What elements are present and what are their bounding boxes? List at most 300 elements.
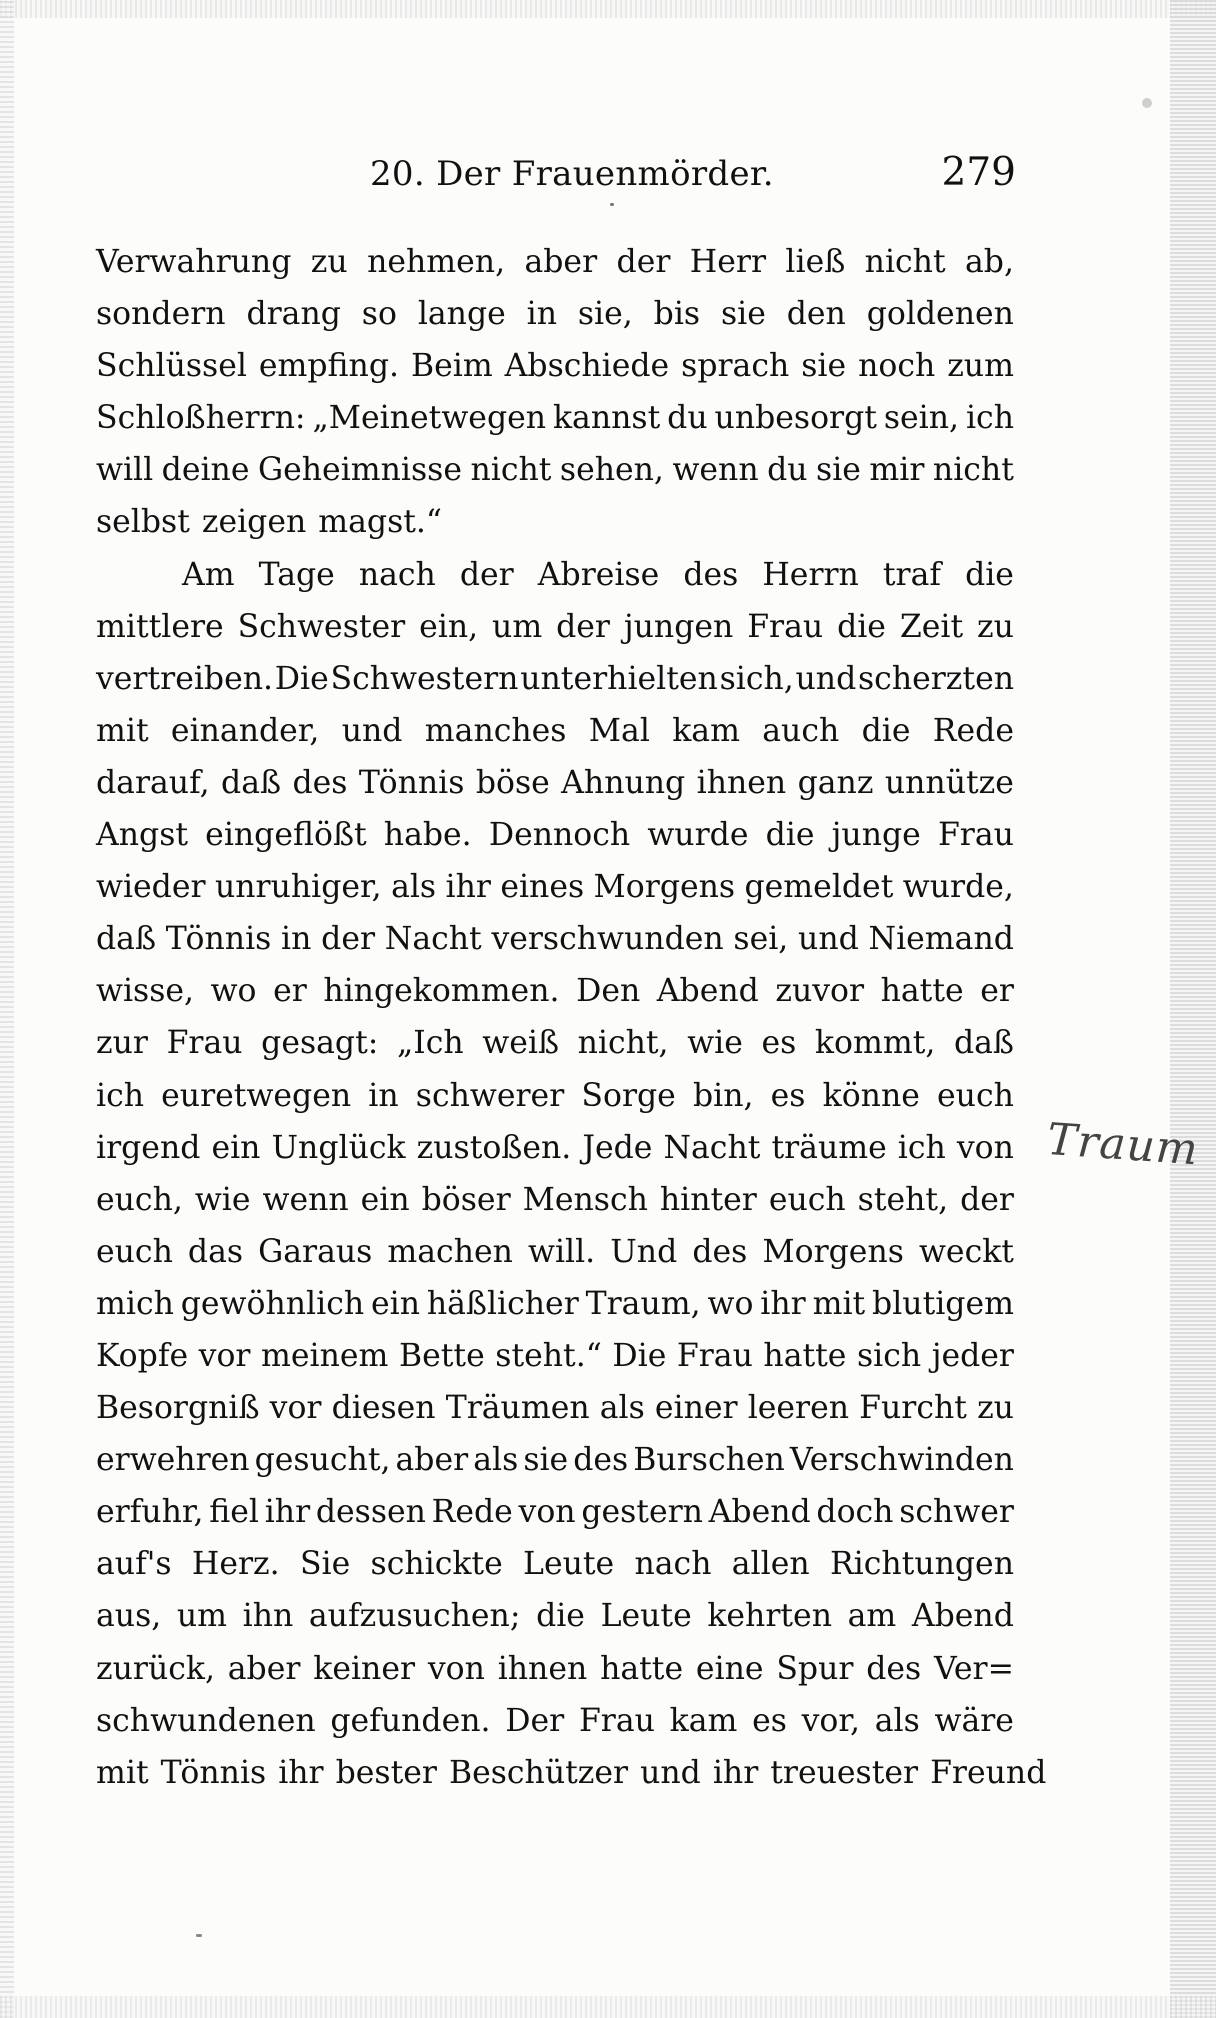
word: Geheimnisse <box>257 452 462 489</box>
word: sein, <box>883 400 960 437</box>
word: des <box>692 1233 748 1270</box>
text-line <box>96 861 1014 913</box>
word: Angst <box>96 817 189 854</box>
word: Schwester <box>237 608 406 645</box>
text-line <box>96 288 1014 340</box>
word: ihr <box>445 869 491 906</box>
word: ihr <box>278 1754 324 1791</box>
word: ein <box>360 1181 410 1218</box>
word: wenn <box>262 1181 349 1218</box>
word: in <box>526 296 558 333</box>
word: blutigem <box>872 1285 1014 1322</box>
word: steht.“ <box>495 1337 602 1374</box>
word: mir <box>869 452 925 489</box>
word: es <box>770 1077 806 1114</box>
word: irgend <box>96 1129 201 1166</box>
word: zur <box>96 1025 148 1062</box>
text-line <box>96 809 1014 861</box>
text-line <box>96 549 1014 601</box>
word: daß <box>221 764 282 801</box>
word: Traum, <box>585 1285 701 1322</box>
word: schwundenen <box>96 1702 316 1739</box>
word: erwehren <box>96 1442 250 1479</box>
word: einander, <box>170 712 320 749</box>
word: Morgens <box>593 869 736 906</box>
word: weiß <box>482 1025 559 1062</box>
text-line <box>96 340 1014 392</box>
word: ließ <box>785 244 846 280</box>
word: will. <box>527 1233 596 1270</box>
word: keiner <box>313 1650 416 1687</box>
text-line <box>96 1695 1014 1747</box>
word: am <box>847 1598 897 1635</box>
text-line <box>96 1486 1014 1538</box>
word: „Ich <box>396 1025 464 1062</box>
word: Nacht <box>384 921 482 958</box>
word: nach <box>358 556 436 593</box>
word: vertreiben. <box>96 660 274 697</box>
text-line <box>96 653 1014 705</box>
word: gesagt: <box>261 1025 379 1062</box>
word: du <box>667 400 708 437</box>
word: häßlicher <box>426 1285 579 1322</box>
word: ihn <box>242 1598 294 1635</box>
text-line <box>96 913 1014 965</box>
word: ihr <box>712 1754 759 1791</box>
word: Ahnung <box>561 764 686 801</box>
text-line <box>96 1278 1014 1330</box>
word: gestern <box>581 1494 703 1531</box>
word: Freund <box>930 1754 1047 1791</box>
word: die <box>837 608 886 645</box>
word: die <box>965 556 1014 593</box>
word: selbst <box>96 504 190 541</box>
word: eine <box>695 1650 764 1687</box>
word: wurde, <box>902 869 1014 906</box>
paper-spot <box>1142 98 1152 108</box>
word: als <box>473 1442 519 1479</box>
word: euch, <box>96 1181 183 1218</box>
word: sei, <box>733 921 789 958</box>
word: Rede <box>932 712 1014 749</box>
text-line <box>96 965 1014 1017</box>
word: er <box>273 973 307 1010</box>
word: Abend <box>911 1598 1014 1635</box>
word: und <box>798 921 859 958</box>
word: weckt <box>918 1233 1014 1270</box>
word: Träumen <box>445 1390 590 1427</box>
text-line <box>96 601 1014 653</box>
word: magst.“ <box>318 504 443 541</box>
word: als <box>599 1390 645 1427</box>
word: kannst <box>552 400 661 437</box>
word: schickte <box>370 1546 503 1583</box>
word: ganz <box>797 764 874 801</box>
word: schwerer <box>415 1077 565 1114</box>
word: schwer <box>899 1494 1014 1531</box>
word: sie, <box>577 296 633 333</box>
word: Schlüssel <box>96 348 247 385</box>
word: darauf, <box>96 764 210 801</box>
word: den <box>786 296 846 333</box>
word: der <box>616 244 671 280</box>
word: nach <box>634 1546 712 1583</box>
word: Mal <box>588 712 650 749</box>
chapter-title: 20. Der Frauenmörder. <box>370 154 774 194</box>
word: Sorge <box>581 1077 676 1114</box>
word: Zeit <box>899 608 964 645</box>
word: daß <box>953 1025 1014 1062</box>
word: ein <box>211 1129 261 1166</box>
word: Tönnis <box>165 921 272 958</box>
word: doch <box>816 1494 894 1531</box>
word: böser <box>421 1181 511 1218</box>
word: ab, <box>965 244 1014 280</box>
word: habe. <box>383 817 472 854</box>
word: euch <box>96 1233 173 1270</box>
word: bis <box>653 296 701 333</box>
word: die <box>861 712 911 749</box>
word: des <box>683 556 739 593</box>
word: Furcht <box>859 1390 967 1427</box>
word: er <box>980 973 1014 1010</box>
word: sehen, <box>559 452 664 489</box>
word: sich <box>857 1337 922 1374</box>
word: hingekommen. <box>323 973 560 1010</box>
word: Abend <box>708 1494 811 1531</box>
word: unnütze <box>884 764 1014 801</box>
word: das <box>187 1233 244 1270</box>
word: mich <box>96 1285 174 1322</box>
word: sondern <box>96 296 226 333</box>
ink-speck <box>610 203 614 206</box>
word: es <box>761 1025 797 1062</box>
body-text <box>96 236 1047 1799</box>
word: vor <box>198 1337 251 1374</box>
word: als <box>391 869 437 906</box>
word: bester <box>335 1754 437 1791</box>
word: empfing. <box>258 348 400 385</box>
word: kam <box>669 1702 738 1739</box>
word: gemeldet <box>744 869 894 906</box>
word: sich, <box>719 660 794 697</box>
word: der <box>960 1181 1014 1218</box>
word: Verschwinden <box>789 1442 1014 1479</box>
word: mit <box>96 712 149 749</box>
word: Garaus <box>258 1233 373 1270</box>
word: es <box>752 1702 787 1739</box>
word: der <box>459 556 514 593</box>
word: auf's <box>96 1546 172 1583</box>
word: die <box>536 1598 585 1635</box>
word: gefunden. <box>330 1702 491 1739</box>
word: von <box>956 1129 1014 1166</box>
word: zeigen <box>201 504 307 541</box>
word: „Meinetwegen <box>312 400 547 437</box>
word: mittlere <box>96 608 224 645</box>
text-line <box>96 1174 1014 1226</box>
word: noch <box>858 348 936 385</box>
word: ein, <box>419 608 479 645</box>
word: Beim <box>410 348 493 385</box>
word: Beschützer <box>448 1754 629 1791</box>
word: des <box>866 1650 922 1687</box>
word: Frau <box>578 1702 655 1739</box>
word: Schloßherrn: <box>96 400 306 437</box>
word: Unglück <box>271 1129 406 1166</box>
word: böse <box>475 764 550 801</box>
text-line <box>96 1643 1014 1695</box>
word: Tönnis <box>358 764 465 801</box>
word: gesucht, <box>254 1442 391 1479</box>
word: zuvor <box>775 973 865 1010</box>
word: allen <box>731 1546 810 1583</box>
word: diesen <box>331 1390 436 1427</box>
text-line <box>96 1122 1014 1174</box>
text-line <box>96 1226 1014 1278</box>
word: ein <box>370 1285 420 1322</box>
word: scherzten <box>858 660 1014 697</box>
word: des <box>292 764 348 801</box>
word: Frau <box>676 1337 753 1374</box>
word: nicht <box>932 452 1014 489</box>
word: will <box>96 452 154 489</box>
word: Besorgniß <box>96 1390 260 1427</box>
word: um <box>492 608 543 645</box>
word: Frau <box>747 608 824 645</box>
word: kam <box>672 712 740 749</box>
word: unruhiger, <box>214 869 382 906</box>
scan-edge-right <box>1170 0 1216 2018</box>
word: Der <box>505 1702 565 1739</box>
word: traf <box>882 556 942 593</box>
word: Morgens <box>762 1233 904 1270</box>
word: die <box>765 817 815 854</box>
text-line <box>96 1330 1014 1382</box>
word: Kopfe <box>96 1337 189 1374</box>
word: aufzusuchen; <box>308 1598 521 1635</box>
word: und <box>341 712 403 749</box>
word: Tage <box>258 556 335 593</box>
word: euretwegen <box>161 1077 352 1114</box>
word: Sie <box>299 1546 351 1583</box>
word: ihr <box>760 1285 806 1322</box>
word: sie <box>801 348 847 385</box>
word: eingeflößt <box>205 817 367 854</box>
word: Dennoch <box>488 817 631 854</box>
scan-edge-left <box>0 0 14 2018</box>
word: Die <box>612 1337 667 1374</box>
word: Leute <box>523 1546 615 1583</box>
word: mit <box>812 1285 866 1322</box>
word: wäre <box>934 1702 1014 1739</box>
word: Burschen <box>633 1442 785 1479</box>
word: aber <box>227 1650 301 1687</box>
word: kehrten <box>707 1598 832 1635</box>
word: wieder <box>96 869 206 906</box>
word: nicht <box>470 452 552 489</box>
word: Tönnis <box>160 1754 267 1791</box>
text-line <box>96 1747 1047 1799</box>
word: treuester <box>770 1754 919 1791</box>
word: eines <box>500 869 585 906</box>
word: aus, <box>96 1598 162 1635</box>
word: hatte <box>880 973 964 1010</box>
word: erfuhr, <box>96 1494 204 1531</box>
text-line <box>96 1538 1014 1590</box>
word: träume <box>771 1129 887 1166</box>
word: so <box>361 296 397 333</box>
handwritten-margin-note: Traum <box>1045 1114 1201 1176</box>
word: ich <box>897 1129 946 1166</box>
word: mit <box>96 1754 149 1791</box>
word: wisse, <box>96 973 195 1010</box>
word: ihnen <box>497 1650 588 1687</box>
word: Herz. <box>191 1546 280 1583</box>
word: sprach <box>681 348 790 385</box>
word: nehmen, <box>367 244 506 280</box>
word: in <box>281 921 312 958</box>
word: wenn <box>672 452 759 489</box>
text-line <box>96 705 1014 757</box>
word: in <box>368 1077 399 1114</box>
word: Mensch <box>522 1181 648 1218</box>
word: Abschiede <box>504 348 670 385</box>
word: ich <box>96 1077 145 1114</box>
word: Herrn <box>762 556 859 593</box>
word: euch <box>768 1181 846 1218</box>
word: Abreise <box>537 556 660 593</box>
word: unterhielten <box>520 660 718 697</box>
word: Richtungen <box>829 1546 1014 1583</box>
word: zu <box>977 608 1014 645</box>
word: aber <box>524 244 598 280</box>
word: leeren <box>747 1390 850 1427</box>
word: vor, <box>801 1702 861 1739</box>
word: euch <box>937 1077 1014 1114</box>
word: nicht <box>864 244 946 280</box>
word: Und <box>610 1233 678 1270</box>
word: Jede <box>582 1129 653 1166</box>
word: Am <box>182 556 235 593</box>
text-line <box>96 392 1014 444</box>
word: deine <box>161 452 250 489</box>
word: hatte <box>763 1337 847 1374</box>
word: Frau <box>166 1025 243 1062</box>
word: daß <box>96 921 156 958</box>
word: Nacht <box>663 1129 761 1166</box>
word: der <box>556 608 610 645</box>
running-head <box>370 146 1016 206</box>
word: junge <box>831 817 921 854</box>
word: bin, <box>692 1077 754 1114</box>
word: meinem <box>261 1337 389 1374</box>
word: steht, <box>857 1181 949 1218</box>
word: von <box>427 1650 485 1687</box>
word: Schwestern <box>330 660 519 697</box>
word: hatte <box>600 1650 684 1687</box>
word: jungen <box>623 608 734 645</box>
text-line <box>96 1017 1014 1069</box>
word: sie <box>720 296 766 333</box>
text-line <box>96 1382 1014 1434</box>
word: könne <box>822 1077 920 1114</box>
word: Rede <box>431 1494 513 1531</box>
word: Abend <box>656 973 759 1010</box>
word: drang <box>246 296 341 333</box>
word: hinter <box>659 1181 757 1218</box>
word: sie <box>816 452 861 489</box>
word: zu <box>977 1390 1014 1427</box>
word: wo <box>210 973 257 1010</box>
word: zu <box>310 244 348 280</box>
word: manches <box>424 712 567 749</box>
word: vor <box>269 1390 322 1427</box>
word: zustoßen. <box>416 1129 572 1166</box>
word: sie <box>523 1442 569 1479</box>
word: ich <box>965 400 1014 437</box>
text-line <box>96 757 1014 809</box>
word: dessen <box>315 1494 426 1531</box>
word: des <box>573 1442 629 1479</box>
word: ihnen <box>696 764 787 801</box>
word: wie <box>194 1181 251 1218</box>
text-line <box>96 496 1014 548</box>
word: Spur <box>776 1650 854 1687</box>
word: zum <box>947 348 1014 385</box>
text-line <box>96 1070 1014 1122</box>
word: Herr <box>689 244 767 280</box>
word: machen <box>387 1233 513 1270</box>
word: gewöhnlich <box>180 1285 365 1322</box>
word: auch <box>762 712 840 749</box>
word: Die <box>274 660 329 697</box>
word: goldenen <box>866 296 1014 333</box>
word: aber <box>395 1442 469 1479</box>
word: einer <box>654 1390 738 1427</box>
word: als <box>874 1702 920 1739</box>
word: wurde <box>647 817 749 854</box>
text-line <box>96 444 1014 496</box>
word: nicht, <box>577 1025 669 1062</box>
text-line <box>96 1590 1014 1642</box>
word: Den <box>576 973 641 1010</box>
word: zurück, <box>96 1650 215 1687</box>
word: Frau <box>937 817 1014 854</box>
word: kommt, <box>814 1025 936 1062</box>
word: Verwahrung <box>96 244 292 280</box>
word: fiel <box>209 1494 259 1531</box>
word: wie <box>687 1025 743 1062</box>
page-number: 279 <box>941 150 1016 195</box>
word: wo <box>707 1285 754 1322</box>
word: Bette <box>398 1337 485 1374</box>
word: verschwunden <box>491 921 724 958</box>
word: der <box>321 921 376 958</box>
word: von <box>518 1494 576 1531</box>
word: lange <box>417 296 506 333</box>
word: jeder <box>931 1337 1014 1374</box>
word: Niemand <box>868 921 1014 958</box>
text-line <box>96 1434 1014 1486</box>
word: du <box>767 452 808 489</box>
word: und <box>640 1754 701 1791</box>
word: unbesorgt <box>714 400 877 437</box>
scan-edge-top <box>0 0 1216 18</box>
scan-edge-bottom <box>0 1996 1216 2018</box>
word: und <box>795 660 857 697</box>
text-line <box>96 236 1014 288</box>
